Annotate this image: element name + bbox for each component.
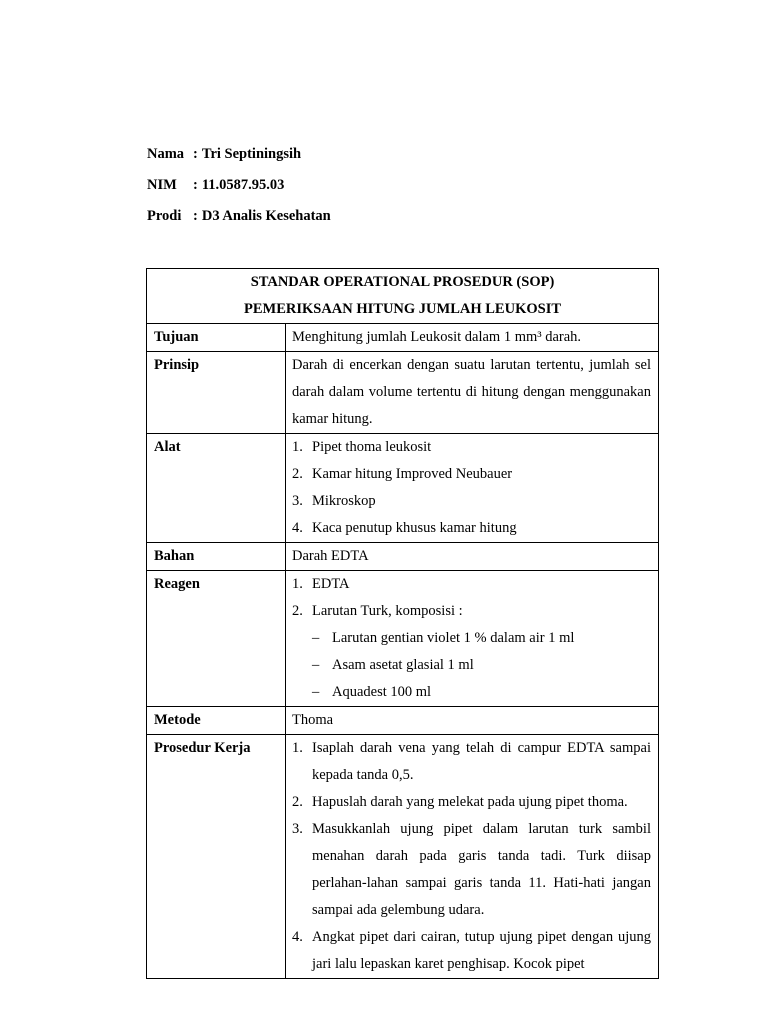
prinsip-label: Prinsip (147, 352, 286, 434)
nim-label: NIM (147, 177, 177, 193)
list-item: – Larutan gentian violet 1 % dalam air 1 ml (312, 630, 575, 646)
reagen-row (147, 571, 659, 707)
name-value: Tri Septiningsih (201, 146, 302, 162)
metode-label: Metode (147, 707, 286, 735)
sop-title-1: STANDAR OPERATIONAL PROSEDUR (SOP) (250, 274, 555, 290)
prinsip-row (147, 352, 659, 434)
prodi-value: D3 Analis Kesehatan (201, 208, 331, 224)
prosedur-row (147, 735, 659, 979)
sop-header (147, 269, 659, 324)
metode-row (147, 707, 659, 735)
list-item: 1. EDTA (292, 576, 350, 592)
sop-title-2: PEMERIKSAAN HITUNG JUMLAH LEUKOSIT (243, 301, 562, 317)
komposisi-list (292, 625, 651, 706)
list-item: 4. Kaca penutup khusus kamar hitung (292, 520, 517, 536)
list-item: 1. Pipet thoma leukosit (292, 439, 432, 455)
identity-block (147, 146, 331, 239)
list-item: – Asam asetat glasial 1 ml (312, 657, 474, 673)
list-item: 2. Kamar hitung Improved Neubauer (292, 466, 513, 482)
reagen-list (292, 571, 651, 625)
sop-table (146, 268, 659, 979)
nim-row: NIM : 11.0587.95.03 (147, 177, 331, 208)
tujuan-row (147, 324, 659, 352)
reagen-value (286, 571, 659, 707)
alat-value (286, 434, 659, 543)
bahan-label: Bahan (147, 543, 286, 571)
tujuan-value: Menghitung jumlah Leukosit dalam 1 mm³ darah. (286, 324, 659, 352)
prodi-label: Prodi (147, 208, 182, 224)
prosedur-value (286, 735, 659, 979)
list-item: 1. Isaplah darah vena yang telah di campur EDTA sampai kepada tanda 0,5. (292, 740, 651, 783)
name-label: Nama (147, 146, 185, 162)
list-item: 2. Hapuslah darah yang melekat pada ujung pipet thoma. (292, 794, 628, 810)
prosedur-list (292, 735, 651, 978)
list-item: – Aquadest 100 ml (312, 684, 432, 700)
alat-list (292, 434, 651, 542)
list-item: 2. Larutan Turk, komposisi : (292, 603, 463, 619)
prodi-row: Prodi : D3 Analis Kesehatan (147, 208, 331, 239)
list-item: 3. Masukkanlah ujung pipet dalam larutan turk sambil menahan darah pada garis tanda tadi. Turk diisap perlahan-lahan sampai garis tanda 11. Hati-hati jangan sampai ada gelembung udara. (292, 821, 651, 918)
alat-label: Alat (147, 434, 286, 543)
prinsip-value: Darah di encerkan dengan suatu larutan tertentu, jumlah sel darah dalam volume tertentu di hitung dengan menggunakan kamar hitung. (286, 352, 659, 434)
tujuan-label: Tujuan (147, 324, 286, 352)
bahan-row (147, 543, 659, 571)
name-row: Nama : Tri Septiningsih (147, 146, 331, 177)
list-item: 3. Mikroskop (292, 493, 376, 509)
bahan-value: Darah EDTA (286, 543, 659, 571)
metode-value: Thoma (286, 707, 659, 735)
nim-value: 11.0587.95.03 (201, 177, 285, 193)
sop-header-row (147, 269, 659, 324)
prosedur-label: Prosedur Kerja (147, 735, 286, 979)
alat-row (147, 434, 659, 543)
reagen-label: Reagen (147, 571, 286, 707)
list-item: 4. Angkat pipet dari cairan, tutup ujung pipet dengan ujung jari lalu lepaskan karet penghisap. Kocok pipet (292, 929, 651, 972)
